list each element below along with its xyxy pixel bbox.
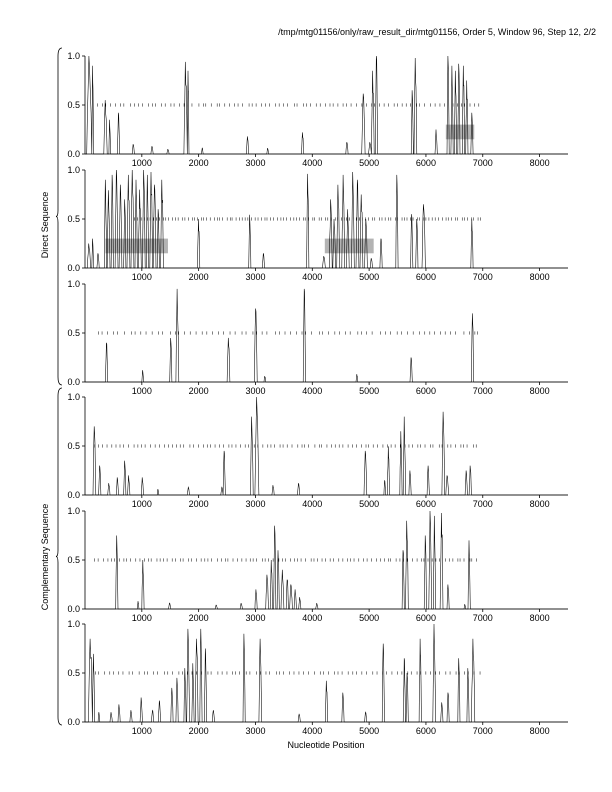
x-tick-label: 7000: [472, 726, 493, 736]
direct-sequence-brace: [56, 48, 62, 385]
x-tick-label: 5000: [359, 386, 380, 396]
series-line-direct-frame-3: [85, 289, 568, 382]
y-tick-label: 0.0: [67, 604, 80, 614]
x-tick-label: 2000: [188, 158, 209, 168]
x-tick-label: 3000: [245, 386, 266, 396]
x-tick-label: 1000: [131, 726, 152, 736]
x-tick-label: 5000: [359, 272, 380, 282]
x-tick-label: 1000: [131, 499, 152, 509]
x-tick-label: 2000: [188, 726, 209, 736]
x-tick-label: 1000: [131, 158, 152, 168]
panel-direct-frame-1: [67, 51, 568, 168]
x-tick-label: 2000: [188, 499, 209, 509]
x-tick-label: 4000: [302, 726, 323, 736]
y-tick-label: 1.0: [67, 279, 80, 289]
x-tick-label: 6000: [415, 386, 436, 396]
x-tick-label: 3000: [245, 158, 266, 168]
x-tick-label: 2000: [188, 272, 209, 282]
x-tick-label: 4000: [302, 272, 323, 282]
y-tick-label: 0.5: [67, 441, 80, 451]
x-tick-label: 8000: [529, 726, 550, 736]
x-tick-label: 8000: [529, 272, 550, 282]
x-tick-label: 6000: [415, 726, 436, 736]
x-tick-label: 4000: [302, 499, 323, 509]
y-tick-label: 0.5: [67, 214, 80, 224]
x-tick-label: 7000: [472, 613, 493, 623]
x-tick-label: 3000: [245, 499, 266, 509]
x-tick-label: 7000: [472, 158, 493, 168]
series-line-complementary-frame-2: [85, 511, 568, 609]
x-tick-label: 1000: [131, 272, 152, 282]
x-tick-label: 6000: [415, 613, 436, 623]
x-tick-label: 3000: [245, 613, 266, 623]
x-tick-label: 3000: [245, 272, 266, 282]
y-tick-label: 1.0: [67, 392, 80, 402]
x-tick-label: 1000: [131, 386, 152, 396]
x-tick-label: 7000: [472, 499, 493, 509]
x-axis-title: Nucleotide Position: [287, 740, 365, 750]
figure-header-title: /tmp/mtg01156/only/raw_result_dir/mtg01156, Order 5, Window 96, Step 12, 2/2: [278, 27, 596, 37]
x-tick-label: 8000: [529, 158, 550, 168]
x-tick-label: 4000: [302, 386, 323, 396]
y-tick-label: 0.0: [67, 490, 80, 500]
x-tick-label: 2000: [188, 613, 209, 623]
x-tick-label: 6000: [415, 272, 436, 282]
series-line-complementary-frame-1: [85, 397, 568, 495]
y-tick-label: 0.0: [67, 263, 80, 273]
series-line-direct-frame-1: [85, 56, 568, 154]
x-tick-label: 5000: [359, 726, 380, 736]
y-tick-label: 0.0: [67, 377, 80, 387]
complementary-sequence-label: Complementary Sequence: [40, 503, 50, 611]
sequence-group-braces: [56, 48, 62, 725]
x-tick-label: 6000: [415, 158, 436, 168]
x-tick-label: 5000: [359, 158, 380, 168]
y-tick-label: 0.5: [67, 668, 80, 678]
y-tick-label: 0.5: [67, 100, 80, 110]
panel-direct-frame-3: [67, 279, 568, 396]
complementary-sequence-brace: [56, 388, 62, 725]
y-tick-label: 0.5: [67, 328, 80, 338]
y-tick-label: 1.0: [67, 51, 80, 61]
panel-complementary-frame-1: [67, 392, 568, 509]
y-tick-label: 0.5: [67, 555, 80, 565]
y-tick-label: 0.0: [67, 717, 80, 727]
panel-complementary-frame-2: [67, 506, 568, 623]
panel-direct-frame-2: [67, 165, 568, 282]
y-tick-label: 1.0: [67, 619, 80, 629]
y-tick-label: 0.0: [67, 149, 80, 159]
coding-region-1: [105, 239, 168, 254]
x-tick-label: 5000: [359, 613, 380, 623]
x-tick-label: 2000: [188, 386, 209, 396]
x-tick-label: 8000: [529, 499, 550, 509]
x-tick-label: 5000: [359, 499, 380, 509]
y-tick-label: 1.0: [67, 165, 80, 175]
x-tick-label: 7000: [472, 386, 493, 396]
y-tick-label: 1.0: [67, 506, 80, 516]
x-tick-label: 7000: [472, 272, 493, 282]
direct-sequence-label: Direct Sequence: [40, 191, 50, 259]
frame-panels: [67, 51, 568, 736]
x-tick-label: 6000: [415, 499, 436, 509]
x-tick-label: 3000: [245, 726, 266, 736]
x-tick-label: 1000: [131, 613, 152, 623]
x-tick-label: 4000: [302, 613, 323, 623]
x-tick-label: 8000: [529, 386, 550, 396]
x-tick-label: 8000: [529, 613, 550, 623]
x-tick-label: 4000: [302, 158, 323, 168]
panel-complementary-frame-3: [67, 619, 568, 736]
